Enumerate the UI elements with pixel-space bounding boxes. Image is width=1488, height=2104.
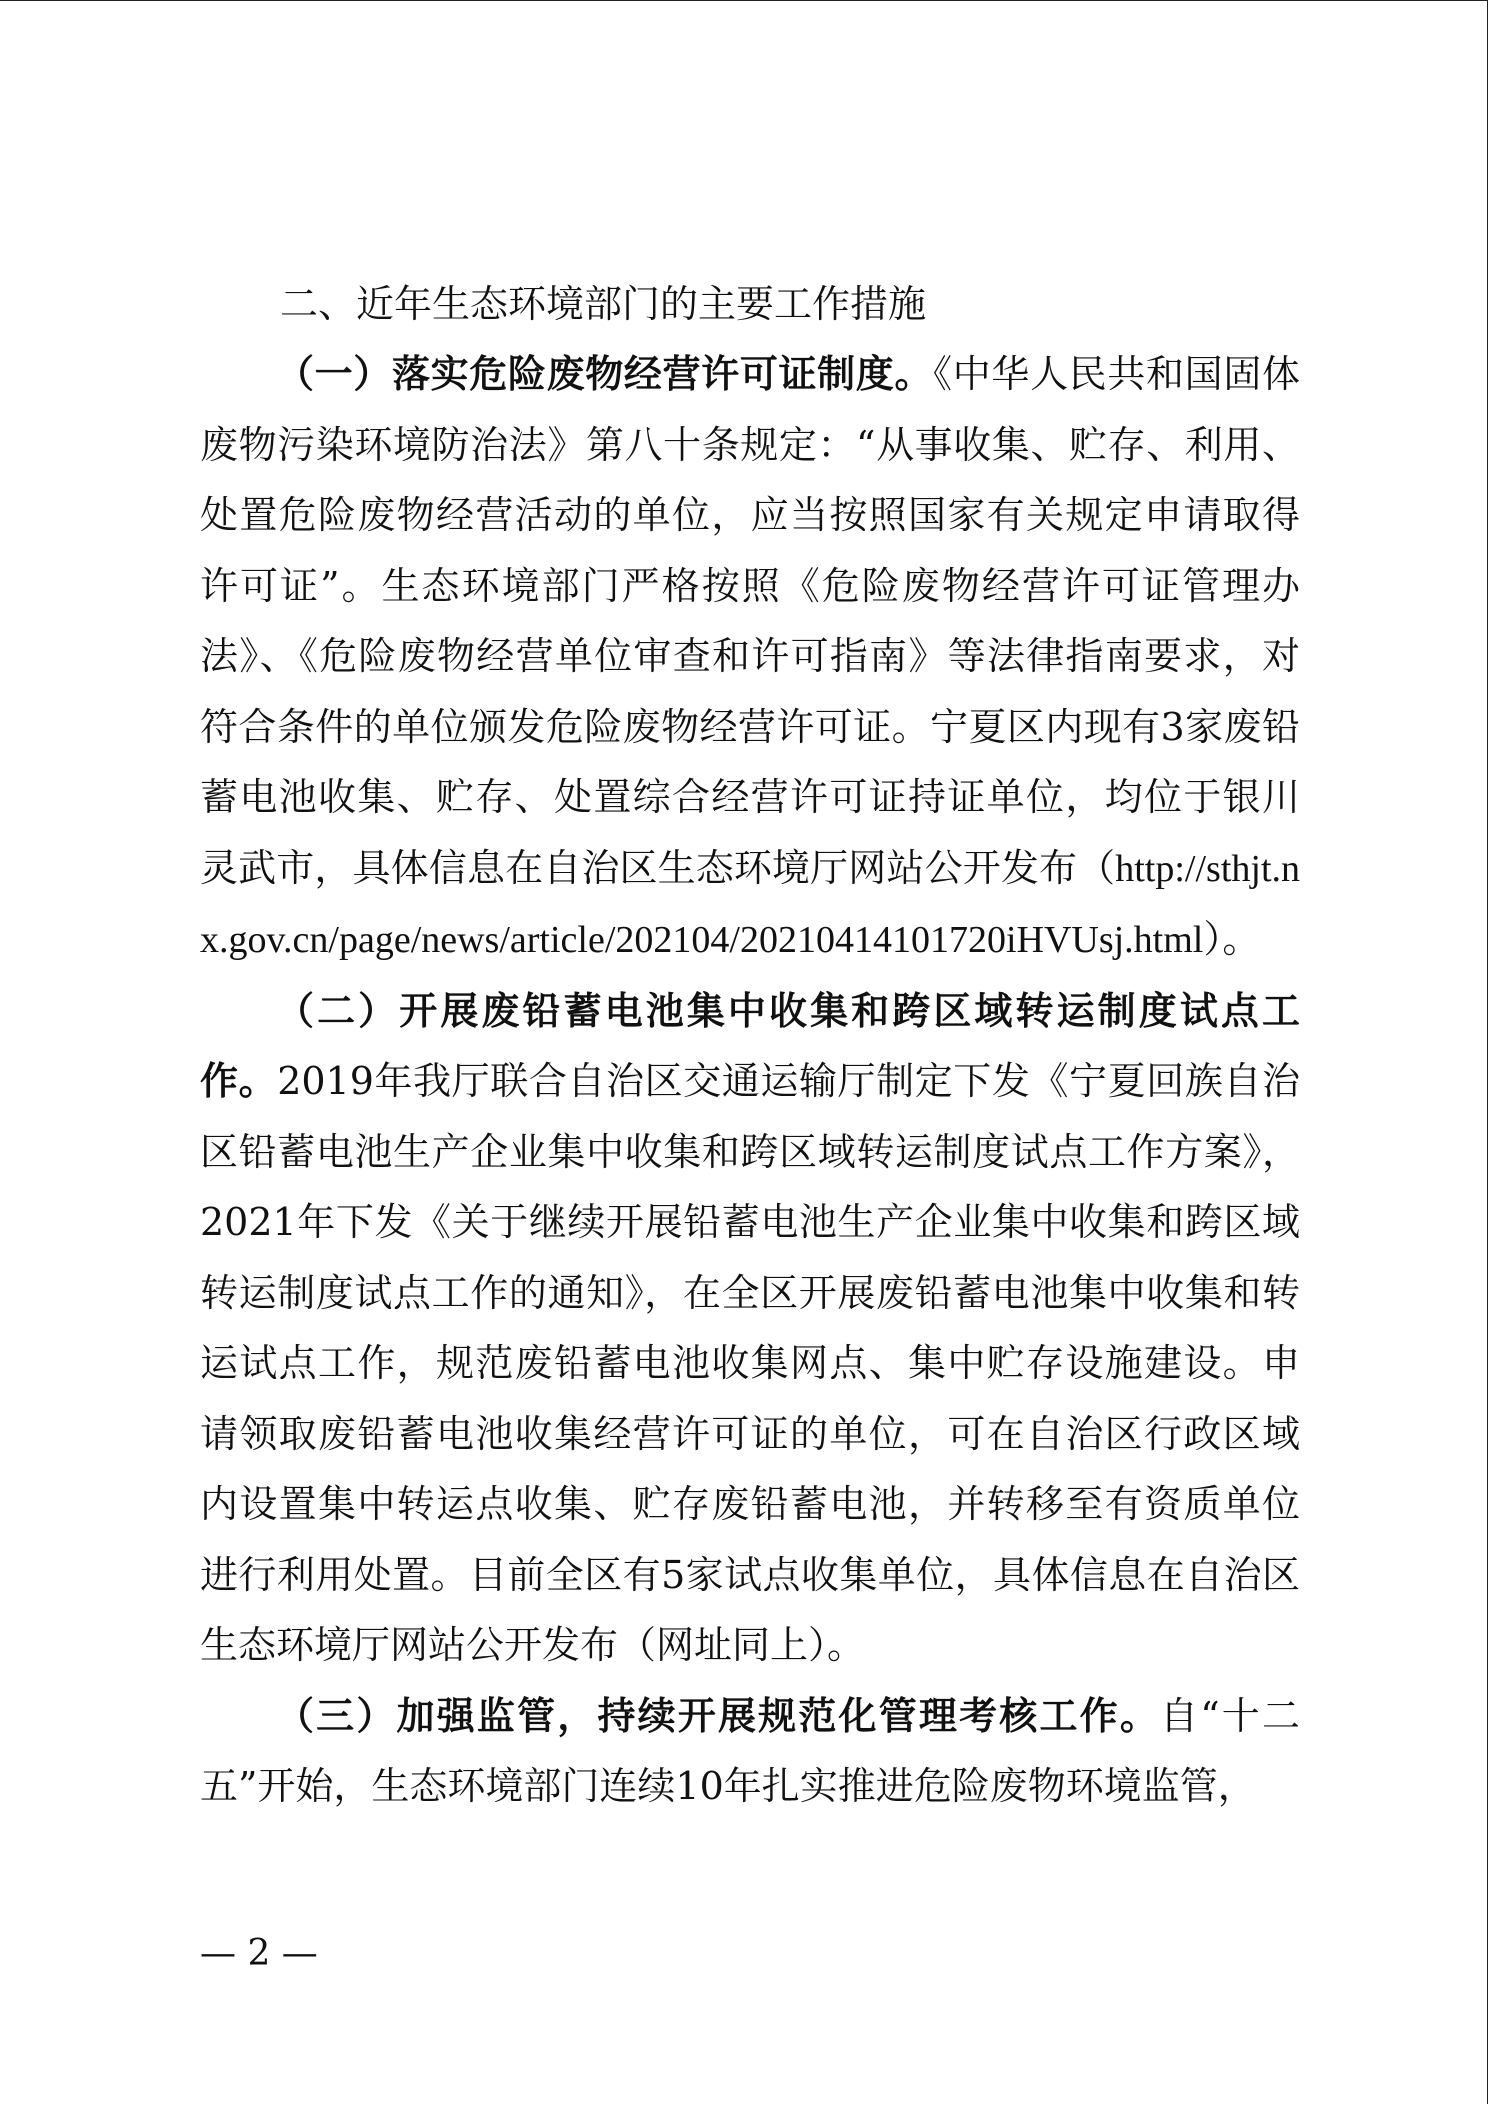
paragraph-lead: （一）落实危险废物经营许可证制度。 <box>276 351 934 396</box>
paragraph-license-system <box>200 339 1300 976</box>
paragraph-lead: （三）加强监管，持续开展规范化管理考核工作。 <box>276 1692 1161 1738</box>
website-url[interactable]: http://sthjt.nx.gov.cn/page/news/article/202104/20210414101720iHVUsj.html <box>200 847 1300 961</box>
paragraph-supervision <box>200 1681 1300 1822</box>
page-number: — 2 — <box>200 1933 318 1974</box>
paragraph-text: 《中华人民共和国固体废物污染环境防治法》第八十条规定：“从事收集、贮存、利用、处置危险废物经营活动的单位，应当按照国家有关规定申请取得许可证”。生态环境部门严格按照《危险废物经营许可证管理办法》、《危险废物经营单位审查和许可指南》等法律指南要求，对符合条件的单位颁发危险废物经营许可证。宁夏区内现有3家废铅蓄电池收集、贮存、处置综合经营许可证持证单位，均位于银川灵武市，具体信息在自治区生态环境厅网站公开发布（ <box>200 352 1300 890</box>
paragraph-lead: （二）开展废铅蓄电池集中收集和跨区域转运制度试点工作。 <box>200 987 1300 1103</box>
paragraph-tail: ）。 <box>1203 917 1261 961</box>
section-heading: 二、近年生态环境部门的主要工作措施 <box>280 282 927 326</box>
paragraph-text: 自“十二五”开始，生态环境部门连续10年扎实推进危险废物环境监管， <box>200 1693 1300 1808</box>
document-body <box>200 269 1300 1822</box>
paragraph-text: 2019年我厅联合自治区交通运输厅制定下发《宁夏回族自治区铅蓄电池生产企业集中收集和跨区域转运制度试点工作方案》，2021年下发《关于继续开展铅蓄电池生产企业集中收集和跨区域转运制度试点工作的通知》，在全区开展废铅蓄电池集中收集和转运试点工作，规范废铅蓄电池收集网点、集中贮存设施建设。申请领取废铅蓄电池收集经营许可证的单位，可在自治区行政区域内设置集中转运点收集、贮存废铅蓄电池，并转移至有资质单位进行利用处置。目前全区有5家试点收集单位，具体信息在自治区生态环境厅网站公开发布（网址同上）。 <box>200 1059 1300 1667</box>
paragraph-pilot-work <box>200 976 1300 1681</box>
